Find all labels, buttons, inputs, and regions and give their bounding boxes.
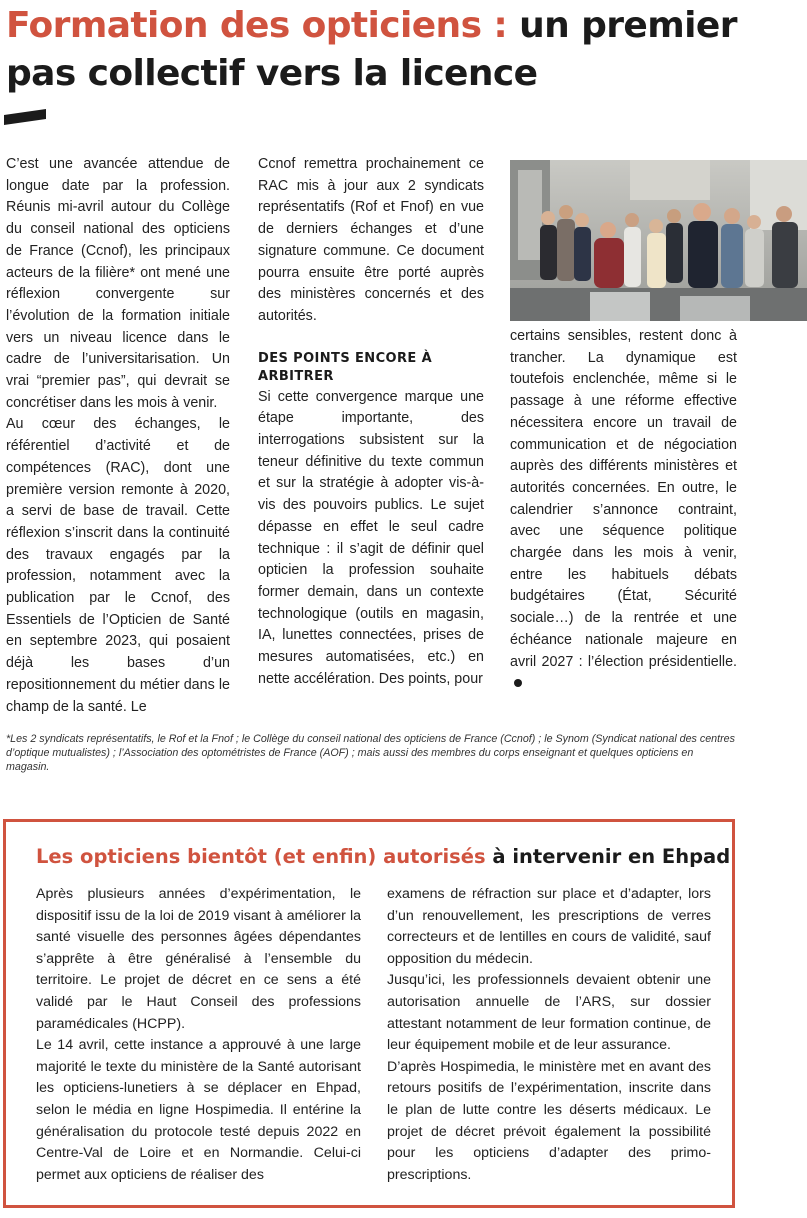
end-of-article-bullet-icon [514, 679, 522, 687]
article-column-1 [6, 154, 230, 718]
box-paragraph: Jusqu’ici, les professionnels devaient obtenir une autorisation annuelle de l’ARS, sur dossier attestant notamment de leur formation continue, de leur équipement mobile et de leur assurance. [387, 972, 711, 1054]
article-column-3 [510, 326, 737, 695]
box-paragraph: Le 14 avril, cette instance a approuvé à une large majorité le texte du ministère de la Santé autorisant les opticiens-lunetiers à se déplacer en Ehpad, selon le média en ligne Hospimedia. Il entérine la généralisation du protocole testé depuis 2022 en Centre-Val de Loire et en Normandie. Celui-ci permet aux opticiens de réaliser des [36, 1037, 361, 1183]
section-subheading: DES POINTS ENCORE À ARBITRER [258, 350, 433, 384]
article-paragraph: C’est une avancée attendue de longue date par la profession. Réunis mi-avril autour du Collège du conseil national des opticiens de France (Ccnof), les principaux acteurs de la filière* ont mené une réflexion convergente sur l’évolution de la formation initiale vers un niveau licence dans le cadre de l’universitarisation. Un vrai “premier pas”, qui devrait se concrétiser dans les mois à venir. [6, 156, 230, 411]
article-paragraph: Au cœur des échanges, le référentiel d’activité et de compétences (RAC), dont une première version remonte à 2020, a servi de base de travail. Cette réflexion s’inscrit dans la continuité des travaux engagés par la profession, notamment avec la publication par le Ccnof, des Essentiels de l’Opticien de Santé en septembre 2023, qui posaient déjà les bases d’un repositionnement du métier dans le champ de la santé. Le [6, 416, 230, 715]
box-paragraph: examens de réfraction sur place et d’adapter, lors d’un renouvellement, les prescriptions de verres correcteurs et de lentilles en cours de validité, sauf opposition du médecin. [387, 886, 711, 967]
box-title-rest: à intervenir en Ehpad [485, 845, 731, 868]
article-paragraph [510, 326, 737, 695]
article-column-2 [258, 154, 484, 690]
article-title-highlight: Formation des opticiens : [6, 5, 508, 46]
box-paragraph: D’après Hospimedia, le ministère met en avant des retours positifs de l’expérimentation, inscrite dans le plan de lutte contre les déserts médicaux. Le projet de décret prévoit également la possibilité pour les opticiens d’adapter des primo-prescriptions. [387, 1058, 711, 1183]
sidebar-box [3, 819, 735, 1208]
article-paragraph: Ccnof remettra prochainement ce RAC mis à jour aux 2 syndicats représentatifs (Rof et Fnof) en vue de derniers échanges et d’une signature commune. Ce document pourra ensuite être porté auprès des ministères concernés et des autorités. [258, 156, 484, 324]
box-paragraph: Après plusieurs années d’expérimentation, le dispositif issu de la loi de 2019 visant à améliorer la santé visuelle des personnes âgées dépendantes s’apprête à être généralisé à l’ensemble du territoire. Le projet de décret en ce sens a été validé par le Haut Conseil des professions paramédicales (HCPP). [36, 886, 361, 1032]
article-paragraph: Si cette convergence marque une étape importante, des interrogations subsistent sur la teneur définitive du texte commun et sur la stratégie à adopter vis-à-vis des pouvoirs publics. Le sujet dépasse en effet le seul cadre technique : il s’agit de définir quel opticien la profession souhaite former demain, dans un contexte technologique (outils en magasin, IA, lunettes connectées, prises de mesures automatisées, etc.) en nette accélération. Des points, pour [258, 388, 484, 687]
box-title [36, 844, 730, 870]
article-paragraph-text: certains sensibles, restent donc à trancher. La dynamique est toutefois enclenchée, même si le passage à une réforme effective nécessitera encore un travail de communication et de négociation auprès des différents ministères et autorités concernées. En outre, le calendrier s’annonce contraint, avec une séquence politique chargée dans les mois à venir, entre les habituels débats budgétaires (État, Sécurité sociale…) de la rentrée et une échéance nationale majeure en avril 2027 : l’élection présidentielle. [510, 328, 737, 670]
group-photo [510, 160, 807, 321]
title-dash-decoration [4, 109, 46, 125]
article-title-rest: un premier pas collectif vers la licence [6, 5, 737, 94]
box-column-2 [387, 884, 711, 1186]
article-footnote: *Les 2 syndicats représentatifs, le Rof et la Fnof ; le Collège du conseil national des opticiens de France (Ccnof) ; le Synom (Syndicat national des centres d’optique mutualistes) ; l’Association des optométristes de France (AOF) ; mais aussi des membres du corps enseignant et quelques opticiens en magasin. [6, 733, 735, 773]
article-title [6, 2, 801, 98]
box-title-highlight: Les opticiens bientôt (et enfin) autorisés [36, 845, 486, 868]
box-column-1 [36, 884, 361, 1186]
